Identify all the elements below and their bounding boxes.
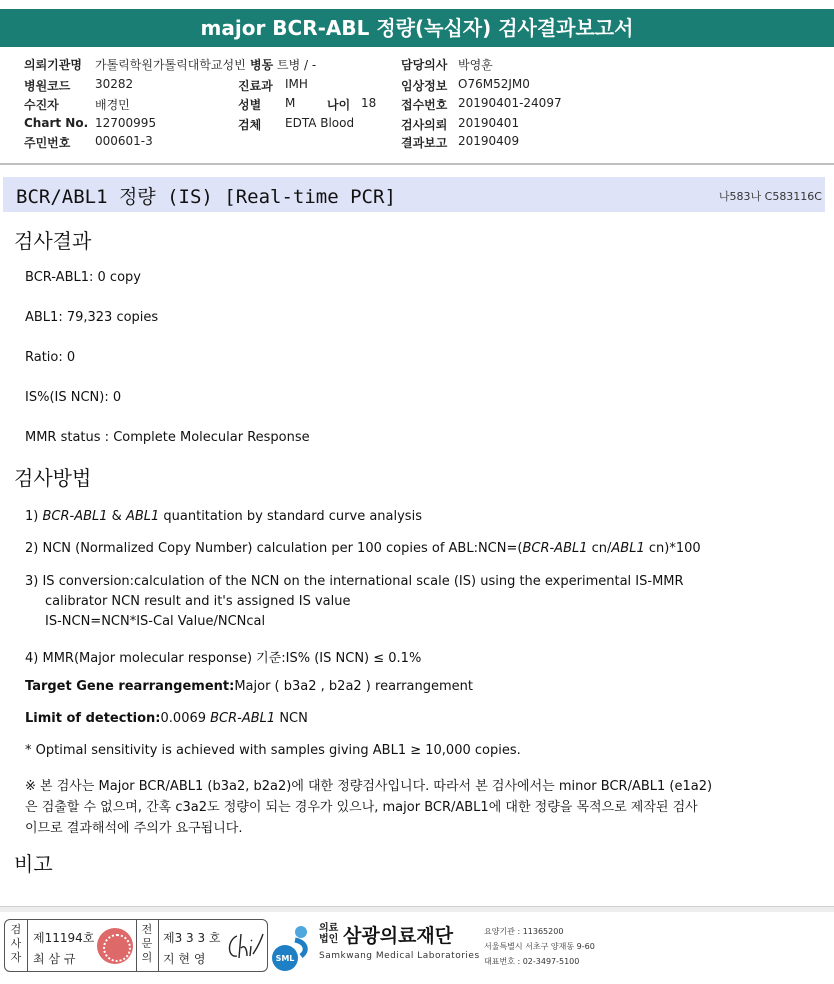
remarks-heading: 비고 bbox=[14, 852, 53, 876]
doctor-label: 담당의사 bbox=[401, 58, 448, 72]
divider bbox=[158, 920, 159, 971]
receipt-no-label: 접수번호 bbox=[401, 98, 448, 112]
method-item-4: 4) MMR(Major molecular response) 기준:IS% (IS NCN) ≤ 0.1% bbox=[25, 651, 422, 666]
signature-box bbox=[4, 919, 268, 972]
result-line: Ratio: 0 bbox=[25, 350, 76, 365]
contact-info bbox=[484, 924, 595, 969]
doctor-name: 지 현 영 bbox=[163, 952, 206, 966]
target-gene bbox=[25, 679, 473, 694]
test-code: 나583나 C583116C bbox=[718, 190, 822, 203]
request-date-value: 20190401 bbox=[458, 116, 520, 130]
institution-code: 요양기관 : 11365200 bbox=[484, 927, 564, 936]
lod-value: 0.0069 bbox=[160, 711, 211, 726]
method-item-2 bbox=[25, 541, 701, 556]
method-text: quantitation by standard curve analysis bbox=[159, 509, 422, 524]
result-line: ABL1: 79,323 copies bbox=[25, 310, 159, 325]
age-label: 나이 bbox=[327, 98, 351, 112]
gene-name: BCR-ABL1 bbox=[42, 509, 108, 524]
specimen-label: 검체 bbox=[238, 118, 262, 132]
patient-info bbox=[0, 52, 834, 162]
receipt-no-value: 20190401-24097 bbox=[458, 96, 562, 110]
lab-logo bbox=[271, 920, 481, 972]
method-text: & bbox=[107, 509, 126, 524]
logo-small-text: 의료 법인 bbox=[319, 923, 339, 945]
target-gene-label: Target Gene rearrangement: bbox=[25, 679, 235, 694]
logo-name: 삼광의료재단 bbox=[343, 925, 454, 947]
patient-value: 배경민 bbox=[95, 98, 130, 112]
gene-name: BCR-ABL1 bbox=[522, 541, 588, 556]
org-value: 가톨릭학원가톨릭대학교성빈 bbox=[95, 58, 246, 72]
method-num: 1) bbox=[25, 509, 43, 524]
patient-label: 수진자 bbox=[24, 98, 59, 112]
report-title: major BCR-ABL 정량(녹십자) 검사결과보고서 bbox=[0, 9, 834, 47]
age-value: 18 bbox=[361, 96, 377, 110]
method-text: cn/ bbox=[587, 541, 612, 556]
method-heading: 검사방법 bbox=[14, 466, 92, 490]
seal-stamp bbox=[97, 928, 133, 964]
limit-of-detection bbox=[25, 711, 308, 726]
sex-value: M bbox=[285, 96, 296, 110]
hospital-code-label: 병원코드 bbox=[24, 79, 71, 93]
doctor-value: 박영훈 bbox=[458, 58, 493, 72]
resident-no-label: 주민번호 bbox=[24, 136, 71, 150]
caution-line: ※ 본 검사는 Major BCR/ABL1 (b3a2, b2a2)에 대한 정량검사입니다. 따라서 본 검사에서는 minor BCR/ABL1 (e1a2) bbox=[25, 779, 713, 794]
resident-no-value: 000601-3 bbox=[95, 134, 153, 148]
caution-line: 은 검출할 수 없으며, 간혹 c3a2도 정량이 되는 경우가 있으나, major BCR/ABL1에 대한 정량을 목적으로 제작된 검사 bbox=[25, 800, 698, 815]
specimen-value: EDTA Blood bbox=[285, 116, 355, 130]
phone: 대표번호 : 02-3497-5100 bbox=[484, 957, 580, 966]
clinical-info-value: O76M52JM0 bbox=[458, 77, 530, 91]
divider bbox=[0, 163, 834, 165]
sml-logo-icon bbox=[271, 920, 323, 972]
method-item-3-line-3: IS-NCN=NCN*IS-Cal Value/NCNcal bbox=[45, 614, 266, 629]
doctor-license: 제3 3 3 호 bbox=[163, 931, 221, 945]
method-item-1 bbox=[25, 509, 422, 524]
hospital-code-value: 30282 bbox=[95, 77, 134, 91]
method-item-3-line-2: calibrator NCN result and it's assigned IS value bbox=[45, 594, 351, 609]
clinical-info-label: 임상정보 bbox=[401, 79, 448, 93]
method-text: 2) NCN (Normalized Copy Number) calculation per 100 copies of ABL:NCN=( bbox=[25, 541, 523, 556]
sex-label: 성별 bbox=[238, 98, 262, 112]
dept-value: IMH bbox=[285, 77, 308, 91]
result-line: MMR status : Complete Molecular Response bbox=[25, 430, 310, 445]
tester-label: 검사자 bbox=[10, 923, 22, 964]
ward-value: 트병 / - bbox=[277, 58, 317, 72]
address: 서울특별시 서초구 양재동 9-60 bbox=[484, 942, 595, 951]
request-date-label: 검사의뢰 bbox=[401, 118, 448, 132]
tester-name: 최 삼 규 bbox=[33, 952, 76, 966]
logo-mark-text: SML bbox=[275, 954, 295, 963]
sensitivity-note: * Optimal sensitivity is achieved with samples giving ABL1 ≥ 10,000 copies. bbox=[25, 743, 521, 758]
logo-english: Samkwang Medical Laboratories bbox=[319, 951, 480, 961]
chart-no-value: 12700995 bbox=[95, 116, 157, 130]
dept-label: 진료과 bbox=[238, 79, 273, 93]
ward-label: 병동 bbox=[250, 58, 274, 72]
divider bbox=[27, 920, 28, 971]
gene-name: ABL1 bbox=[611, 541, 645, 556]
gene-name: BCR-ABL1 bbox=[210, 711, 276, 726]
method-item-3-line-1: 3) IS conversion:calculation of the NCN on the international scale (IS) using the experimental IS-MMR bbox=[25, 574, 684, 589]
caution-line: 이므로 결과해석에 주의가 요구됩니다. bbox=[25, 821, 243, 836]
lod-unit: NCN bbox=[275, 711, 308, 726]
result-line: IS%(IS NCN): 0 bbox=[25, 390, 122, 405]
org-label: 의뢰기관명 bbox=[24, 58, 82, 72]
test-title: BCR/ABL1 정량 (IS) [Real-time PCR] bbox=[16, 186, 396, 208]
signature-mark bbox=[223, 930, 265, 964]
results-heading: 검사결과 bbox=[14, 229, 92, 253]
tester-license: 제11194호 bbox=[33, 931, 95, 945]
lod-label: Limit of detection: bbox=[25, 711, 161, 726]
footer-divider bbox=[0, 906, 834, 912]
target-gene-value: Major ( b3a2 , b2a2 ) rearrangement bbox=[234, 679, 473, 694]
divider bbox=[136, 920, 137, 971]
doctor-label: 전문의 bbox=[141, 923, 153, 964]
gene-name: ABL1 bbox=[125, 509, 160, 524]
report-date-value: 20190409 bbox=[458, 134, 520, 148]
report-date-label: 결과보고 bbox=[401, 136, 448, 150]
chart-no-label: Chart No. bbox=[24, 116, 89, 130]
test-header bbox=[3, 177, 825, 212]
method-text: cn)*100 bbox=[644, 541, 701, 556]
result-line: BCR-ABL1: 0 copy bbox=[25, 270, 141, 285]
